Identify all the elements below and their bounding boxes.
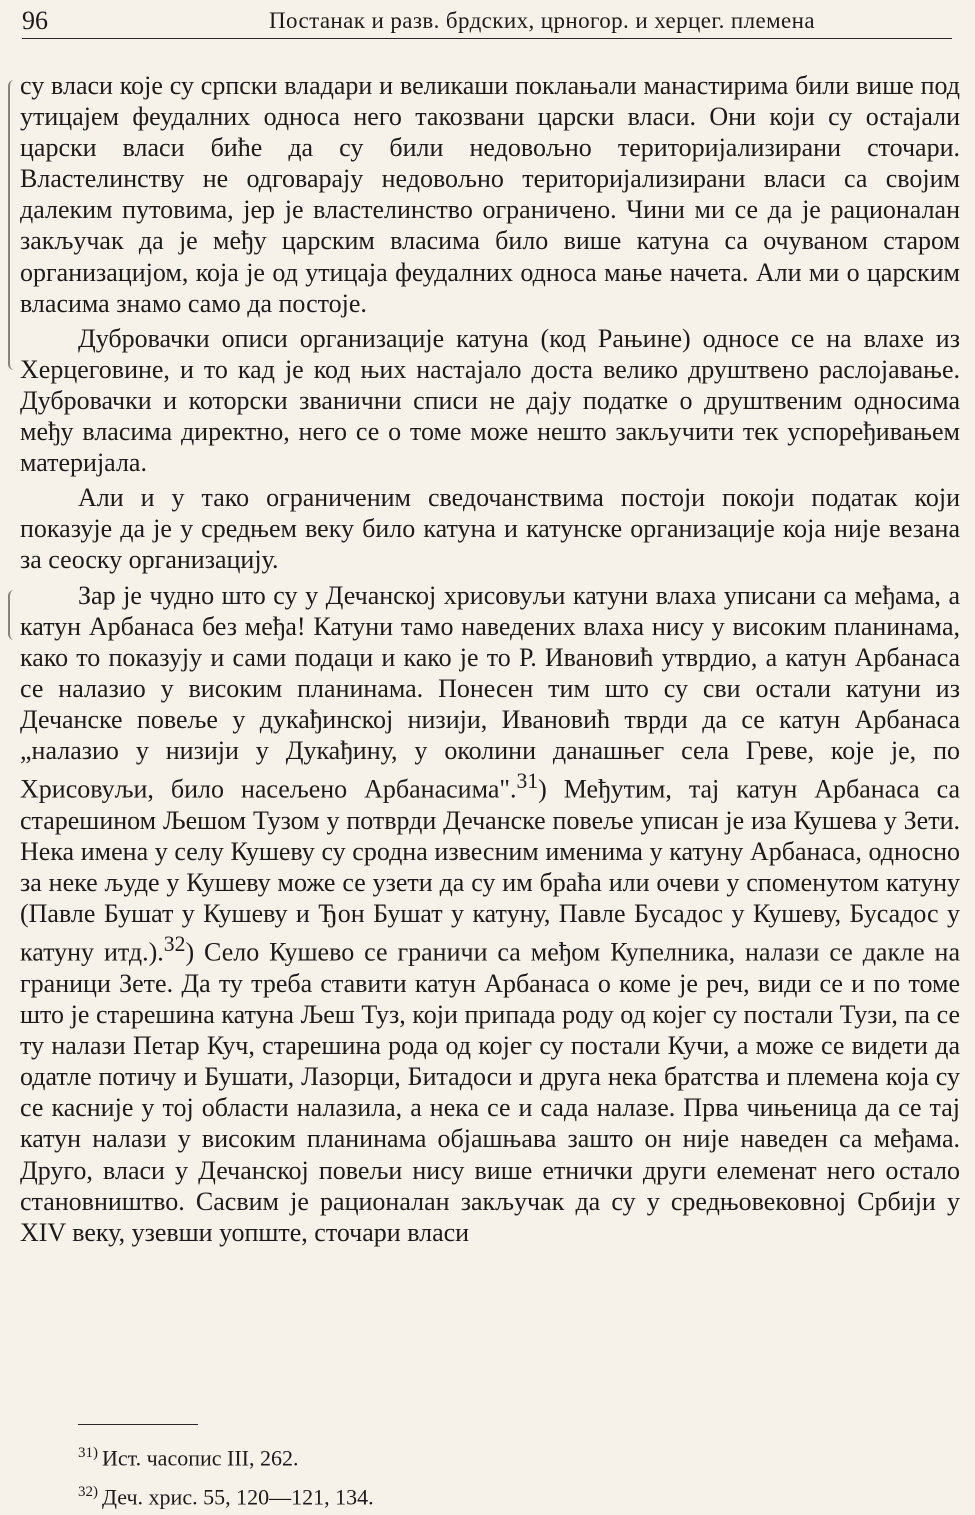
pencil-margin-mark	[8, 590, 20, 640]
footnote	[78, 1475, 938, 1514]
paragraph: Али и у тако ограниченим сведочанствима постоји покоји податак који показује да је у средњем веку било катуна и катунске организације која није везана за сеоску организацију.	[20, 483, 960, 575]
footnote-divider	[78, 1424, 198, 1425]
footnote-mark: 31)	[78, 1445, 98, 1461]
running-title: Постанак и разв. брдских, црногор. и херцег. племена	[269, 8, 815, 33]
paragraph-part: ) Село Кушево се граничи са међом Купелника, налази се дакле на граници Зете. Да ту треба ставити катун Арбанаса о коме је реч, види се и по томе што је старешина катуна Љеш Туз, који припада роду од којег су постали Тузи, па се ту налази Петар Куч, старешина рода од којег су постали Кучи, а може се видети да одатле потичу и Бушати, Лазорци, Битадоси и друга нека братства и племена која су се касније у тој области налазила, а нека се и сада налазе. Прва чињеница да се тај катун налази у високим планинама објашњава зашто он није наведен са међама. Друго, власи у Дечанској повељи нису више етнички други елеменат него остало становништво. Сасвим је рационалан закључак да су у средњовековној Србији у XIV веку, узевши уопште, сточари власи	[20, 937, 960, 1247]
footnote-text: Ист. часопис III, 262.	[102, 1445, 299, 1471]
footnotes	[78, 1436, 938, 1515]
footnote-reference[interactable]: 32	[163, 932, 186, 957]
paragraph-part: Зар је чудно што су у Дечанској хрисовуљи катуни влаха уписани са међама, а катун Арбанаса без међа! Катуни тамо наведених влаха нису у високим планинама, како то показују и сами подаци и како је то Р. Ивановић утврдио, а катун Арбанаса се налазио у високим планинама. Понесен тим што су сви остали катуни из Дечанске повеље у дукађинској низији, Ивановић тврди да се катун Арбанаса „налазио у низији у Дукађину, у околини данашњег села Греве, које је, по Хрисовуљи, било насељено Арбанасима".	[20, 580, 960, 804]
paragraph: Дубровачки описи организације катуна (код Рањине) односе се на влахе из Херцеговине, и то кад је код њих настајало доста велико друштвено раслојавање. Дубровачки и которски званични списи не дају податке о друштвеним односима међу власима директно, него се о томе може нешто закључити тек успоређивањем материјала.	[20, 323, 960, 478]
footnote-mark: 32)	[78, 1484, 98, 1501]
page-header	[22, 4, 952, 39]
body-text	[20, 70, 960, 1252]
footnote	[78, 1436, 938, 1475]
paragraph	[20, 580, 960, 1248]
footnote-text: Деч. хрис. 55, 120—121, 134.	[102, 1484, 374, 1510]
page-number: 96	[22, 6, 48, 35]
paragraph: су власи које су српски владари и великаши поклањали манастирима били више под утицајем феудалних односа него такозвани царски власи. Они који су остајали царски власи биће да су били недовољно територијализирани сточари. Властелинству не одговарају недовољно територијализирани власи са својим далеким путовима, јер је властелинство ограничено. Чини ми се да је рационалан закључак да је међу царским власима било више катуна са очуваном старом организацијом, која је од утицаја феудалних односа мање начета. Али ми о царским власима знамо само да постоје.	[20, 71, 960, 318]
footnote-reference[interactable]: 31	[516, 769, 539, 794]
paragraph-part: ) Међутим, тај катун Арбанаса са старешином Љешом Тузом у потврди Дечанске повеље уписан је иза Кушева у Зети. Нека имена у селу Кушеву су сродна извесним именима у катуну Арбанаса, односно за неке људе у Кушеву може се узети да су им браћа или очеви у споменутом катуну (Павле Бушат у Кушеву и Ђон Бушат у катуну, Павле Бусадос у Кушеву, Бусадос у катуну итд.).	[20, 774, 960, 967]
pencil-margin-mark	[8, 80, 20, 370]
